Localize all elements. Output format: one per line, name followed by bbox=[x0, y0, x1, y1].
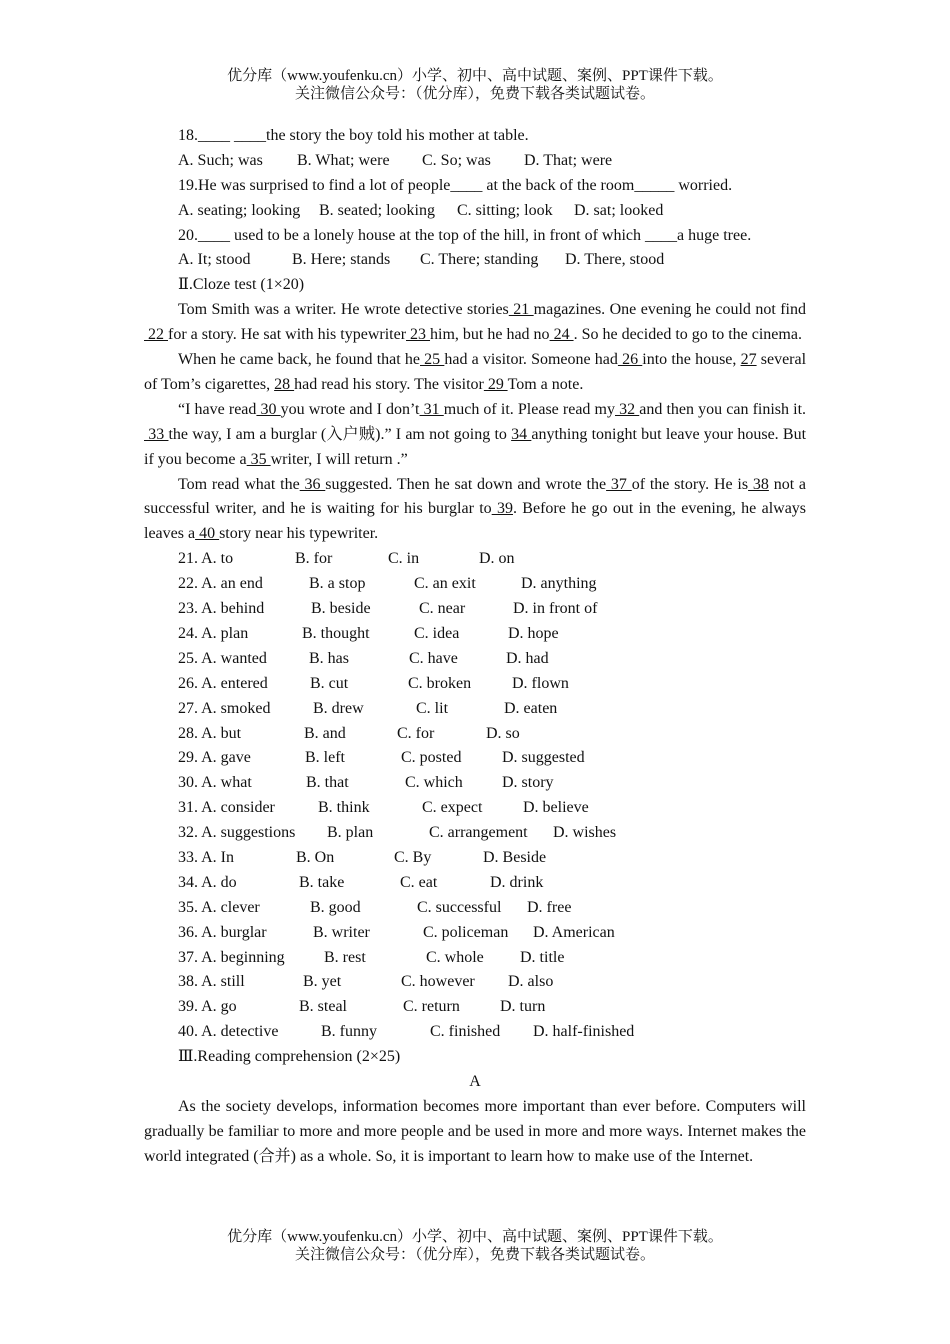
passage-a-paragraph: As the society develops, information becomes more important than ever before. Computers will gradually be familiar to more and more people and be used in more and more ways. Internet makes the world integrated (合并) as a whole. So, it is important to learn how to make use of the Internet. bbox=[144, 1097, 806, 1165]
cloze-option-a: 28. A. but bbox=[178, 724, 242, 742]
q19-stem: 19.He was surprised to find a lot of people____ at the back of the room_____ worried. bbox=[178, 176, 733, 194]
cloze-option-c: C. for bbox=[397, 724, 435, 742]
cloze-option-d: D. flown bbox=[512, 674, 569, 692]
cloze-option-b: B. good bbox=[310, 898, 361, 916]
cloze-option-row bbox=[144, 921, 806, 946]
cloze-option-d: D. American bbox=[533, 923, 615, 941]
blank-38: 38 bbox=[748, 475, 769, 493]
cloze-option-row bbox=[144, 622, 806, 647]
cloze-option-b: B. beside bbox=[311, 600, 371, 618]
q19-option-d: D. sat; looked bbox=[574, 201, 664, 219]
cloze-option-a: 27. A. smoked bbox=[178, 699, 271, 717]
cloze-option-a: 30. A. what bbox=[178, 774, 252, 792]
text: for a story. He sat with his typewriter bbox=[168, 326, 407, 344]
cloze-option-c: C. broken bbox=[408, 674, 472, 692]
document-body bbox=[144, 124, 806, 1170]
header-line-1: 优分库（www.youfenku.cn）小学、初中、高中试题、案例、PPT课件下载。 bbox=[227, 68, 723, 84]
q20-option-d: D. There, stood bbox=[565, 251, 665, 269]
cloze-option-row bbox=[144, 672, 806, 697]
blank-37: 37 bbox=[606, 475, 632, 493]
text: writer, I will return .” bbox=[270, 450, 408, 468]
q18-stem: 18.____ ____the story the boy told his mother at table. bbox=[178, 127, 529, 144]
cloze-option-a: 31. A. consider bbox=[178, 799, 275, 817]
text: into the house, bbox=[642, 351, 741, 369]
text: magazines. One evening he could not find bbox=[533, 301, 806, 319]
cloze-option-c: C. finished bbox=[430, 1023, 501, 1041]
text: you wrote and I don’t bbox=[280, 400, 420, 418]
cloze-option-c: C. an exit bbox=[414, 575, 476, 593]
text: had read his story. The visitor bbox=[294, 375, 484, 393]
cloze-option-c: C. lit bbox=[416, 699, 449, 717]
cloze-option-d: D. suggested bbox=[502, 749, 585, 767]
cloze-option-a: 37. A. beginning bbox=[178, 948, 285, 966]
cloze-option-row bbox=[144, 647, 806, 672]
blank-31: 31 bbox=[419, 400, 444, 418]
cloze-option-a: 40. A. detective bbox=[178, 1023, 279, 1041]
cloze-paragraph-3 bbox=[144, 398, 806, 473]
cloze-option-c: C. eat bbox=[400, 873, 438, 891]
text: not a successful writer, and he is waiting for his burglar to bbox=[144, 475, 807, 518]
cloze-options-list bbox=[144, 547, 806, 1045]
cloze-option-c: C. expect bbox=[422, 799, 483, 817]
cloze-option-row bbox=[144, 896, 806, 921]
blank-22: 22 bbox=[144, 326, 168, 344]
cloze-option-row bbox=[144, 722, 806, 747]
page-footer bbox=[0, 1228, 950, 1264]
cloze-option-b: B. steal bbox=[299, 998, 347, 1016]
cloze-option-b: B. left bbox=[305, 749, 345, 767]
cloze-option-row bbox=[144, 597, 806, 622]
q20-option-c: C. There; standing bbox=[420, 251, 539, 269]
q20-options bbox=[144, 248, 806, 273]
blank-23: 23 bbox=[406, 326, 431, 344]
cloze-option-b: B. take bbox=[299, 873, 345, 891]
cloze-option-a: 36. A. burglar bbox=[178, 923, 267, 941]
cloze-option-b: B. funny bbox=[321, 1023, 377, 1041]
cloze-option-c: C. near bbox=[419, 600, 466, 618]
cloze-option-row bbox=[144, 697, 806, 722]
cloze-option-c: C. idea bbox=[414, 624, 460, 642]
blank-30: 30 bbox=[256, 400, 281, 418]
cloze-option-row bbox=[144, 771, 806, 796]
blank-26: 26 bbox=[617, 351, 643, 369]
cloze-option-a: 32. A. suggestions bbox=[178, 824, 296, 842]
cloze-option-b: B. On bbox=[296, 848, 335, 866]
cloze-option-d: D. anything bbox=[521, 575, 597, 593]
cloze-option-row bbox=[144, 1020, 806, 1045]
q20-stem: 20.____ used to be a lonely house at the top of the hill, in front of which ____a huge tree. bbox=[178, 226, 752, 244]
header-line-2: 关注微信公众号：（优分库），免费下载各类试题试卷。 bbox=[294, 86, 655, 102]
cloze-option-b: B. drew bbox=[313, 699, 364, 717]
cloze-option-a: 21. A. to bbox=[178, 550, 234, 568]
footer-line-2: 关注微信公众号：（优分库），免费下载各类试题试卷。 bbox=[294, 1247, 655, 1263]
cloze-option-d: D. hope bbox=[508, 624, 559, 642]
blank-29: 29 bbox=[483, 375, 508, 393]
cloze-option-d: D. title bbox=[520, 948, 565, 966]
footer-line-1: 优分库（www.youfenku.cn）小学、初中、高中试题、案例、PPT课件下载。 bbox=[227, 1229, 723, 1245]
cloze-option-c: C. arrangement bbox=[429, 824, 528, 842]
blank-32: 32 bbox=[615, 400, 640, 418]
text: Tom a note. bbox=[507, 375, 584, 393]
text: of the story. He is bbox=[631, 475, 749, 493]
section-3-title: Ⅲ.Reading comprehension (2×25) bbox=[178, 1048, 401, 1066]
cloze-option-b: B. thought bbox=[302, 624, 370, 642]
text: suggested. Then he sat down and wrote the bbox=[325, 475, 607, 493]
cloze-option-b: B. and bbox=[304, 724, 346, 742]
cloze-option-d: D. turn bbox=[500, 998, 546, 1016]
cloze-option-d: D. believe bbox=[523, 799, 589, 817]
blank-35: 35 bbox=[246, 450, 271, 468]
text: . So he decided to go to the cinema. bbox=[573, 326, 802, 344]
q18-option-b: B. What; were bbox=[297, 151, 390, 169]
passage-label: A bbox=[469, 1073, 481, 1090]
text: “I have read bbox=[178, 400, 257, 418]
cloze-option-a: 23. A. behind bbox=[178, 600, 265, 618]
cloze-option-row bbox=[144, 572, 806, 597]
cloze-option-row bbox=[144, 970, 806, 995]
cloze-option-b: B. cut bbox=[310, 674, 349, 692]
cloze-paragraph-4 bbox=[144, 473, 806, 548]
cloze-option-c: C. successful bbox=[417, 898, 502, 916]
cloze-option-row bbox=[144, 796, 806, 821]
cloze-option-c: C. which bbox=[405, 774, 463, 792]
page-header bbox=[0, 67, 950, 103]
blank-40: 40 bbox=[195, 525, 220, 543]
cloze-option-d: D. on bbox=[479, 550, 515, 568]
cloze-option-row bbox=[144, 821, 806, 846]
cloze-option-d: D. had bbox=[506, 649, 549, 667]
section-2-title: Ⅱ.Cloze test (1×20) bbox=[178, 276, 305, 294]
cloze-option-c: C. however bbox=[401, 973, 475, 991]
text: had a visitor. Someone had bbox=[444, 351, 618, 369]
text: much of it. Please read my bbox=[443, 400, 615, 418]
cloze-option-d: D. drink bbox=[490, 873, 544, 891]
text: several of Tom’s cigarettes, bbox=[144, 351, 807, 393]
blank-36: 36 bbox=[299, 475, 326, 493]
cloze-option-d: D. story bbox=[502, 774, 554, 792]
text: anything tonight but leave your house. But if you become a bbox=[144, 425, 807, 468]
cloze-option-d: D. free bbox=[527, 898, 572, 916]
cloze-option-b: B. think bbox=[318, 799, 370, 817]
blank-34: 34 bbox=[511, 425, 532, 443]
cloze-option-c: C. posted bbox=[401, 749, 462, 767]
blank-25: 25 bbox=[420, 351, 445, 369]
cloze-option-row bbox=[144, 871, 806, 896]
cloze-option-c: C. have bbox=[409, 649, 458, 667]
cloze-option-row bbox=[144, 995, 806, 1020]
cloze-option-d: D. wishes bbox=[553, 824, 617, 842]
cloze-option-a: 25. A. wanted bbox=[178, 649, 267, 667]
q18-option-a: A. Such; was bbox=[178, 151, 263, 169]
cloze-option-b: B. yet bbox=[303, 973, 342, 991]
cloze-paragraph-2 bbox=[144, 348, 806, 398]
text: the way, I am a burglar (入户贼).” I am not going to bbox=[168, 425, 512, 443]
cloze-option-b: B. for bbox=[295, 550, 333, 568]
q19-option-b: B. seated; looking bbox=[319, 201, 435, 219]
cloze-option-a: 39. A. go bbox=[178, 998, 237, 1016]
cloze-option-b: B. writer bbox=[313, 923, 370, 941]
cloze-option-d: D. half-finished bbox=[533, 1023, 635, 1041]
q18-options bbox=[144, 149, 806, 174]
q19-options bbox=[144, 199, 806, 224]
cloze-option-a: 38. A. still bbox=[178, 973, 245, 991]
cloze-option-a: 35. A. clever bbox=[178, 898, 260, 916]
q20-option-a: A. It; stood bbox=[178, 251, 251, 269]
cloze-option-a: 33. A. In bbox=[178, 848, 234, 866]
blank-28: 28 bbox=[274, 375, 295, 393]
text: story near his typewriter. bbox=[219, 525, 379, 543]
cloze-option-d: D. so bbox=[486, 724, 520, 742]
cloze-option-d: D. also bbox=[508, 973, 554, 991]
q19-option-c: C. sitting; look bbox=[457, 201, 553, 219]
cloze-option-c: C. in bbox=[388, 550, 420, 568]
text: . Before he go out in the evening, he always leaves a bbox=[144, 500, 807, 543]
cloze-option-b: B. rest bbox=[324, 948, 366, 966]
text: When he came back, he found that he bbox=[178, 351, 420, 369]
cloze-option-b: B. a stop bbox=[309, 575, 366, 593]
cloze-paragraph-1 bbox=[144, 298, 806, 348]
cloze-option-c: C. policeman bbox=[423, 923, 509, 941]
cloze-option-d: D. eaten bbox=[504, 699, 558, 717]
cloze-option-d: D. Beside bbox=[483, 848, 547, 866]
cloze-option-a: 26. A. entered bbox=[178, 674, 268, 692]
blank-39: 39 bbox=[491, 500, 513, 518]
cloze-option-c: C. whole bbox=[426, 948, 484, 966]
q20-option-b: B. Here; stands bbox=[292, 251, 391, 269]
cloze-option-row bbox=[144, 746, 806, 771]
q18-option-c: C. So; was bbox=[422, 151, 491, 169]
cloze-option-a: 34. A. do bbox=[178, 873, 237, 891]
blank-24: 24 bbox=[549, 326, 574, 344]
cloze-option-b: B. that bbox=[306, 774, 349, 792]
text: Tom read what the bbox=[178, 475, 300, 493]
cloze-option-row bbox=[144, 846, 806, 871]
q19-option-a: A. seating; looking bbox=[178, 201, 301, 219]
text: him, but he had no bbox=[430, 326, 550, 344]
cloze-option-a: 24. A. plan bbox=[178, 624, 249, 642]
text: Tom Smith was a writer. He wrote detective stories bbox=[178, 301, 509, 319]
blank-27: 27 bbox=[740, 351, 757, 369]
text: and then you can finish it. bbox=[639, 400, 807, 418]
cloze-option-c: C. By bbox=[394, 848, 432, 866]
cloze-option-row bbox=[144, 547, 806, 572]
blank-33: 33 bbox=[144, 425, 169, 443]
cloze-option-row bbox=[144, 946, 806, 971]
cloze-option-d: D. in front of bbox=[513, 600, 598, 618]
cloze-option-a: 29. A. gave bbox=[178, 749, 251, 767]
cloze-option-b: B. has bbox=[309, 649, 349, 667]
cloze-option-b: B. plan bbox=[327, 824, 374, 842]
cloze-option-a: 22. A. an end bbox=[178, 575, 263, 593]
blank-21: 21 bbox=[508, 301, 534, 319]
q18-option-d: D. That; were bbox=[524, 151, 613, 169]
cloze-option-c: C. return bbox=[403, 998, 460, 1016]
